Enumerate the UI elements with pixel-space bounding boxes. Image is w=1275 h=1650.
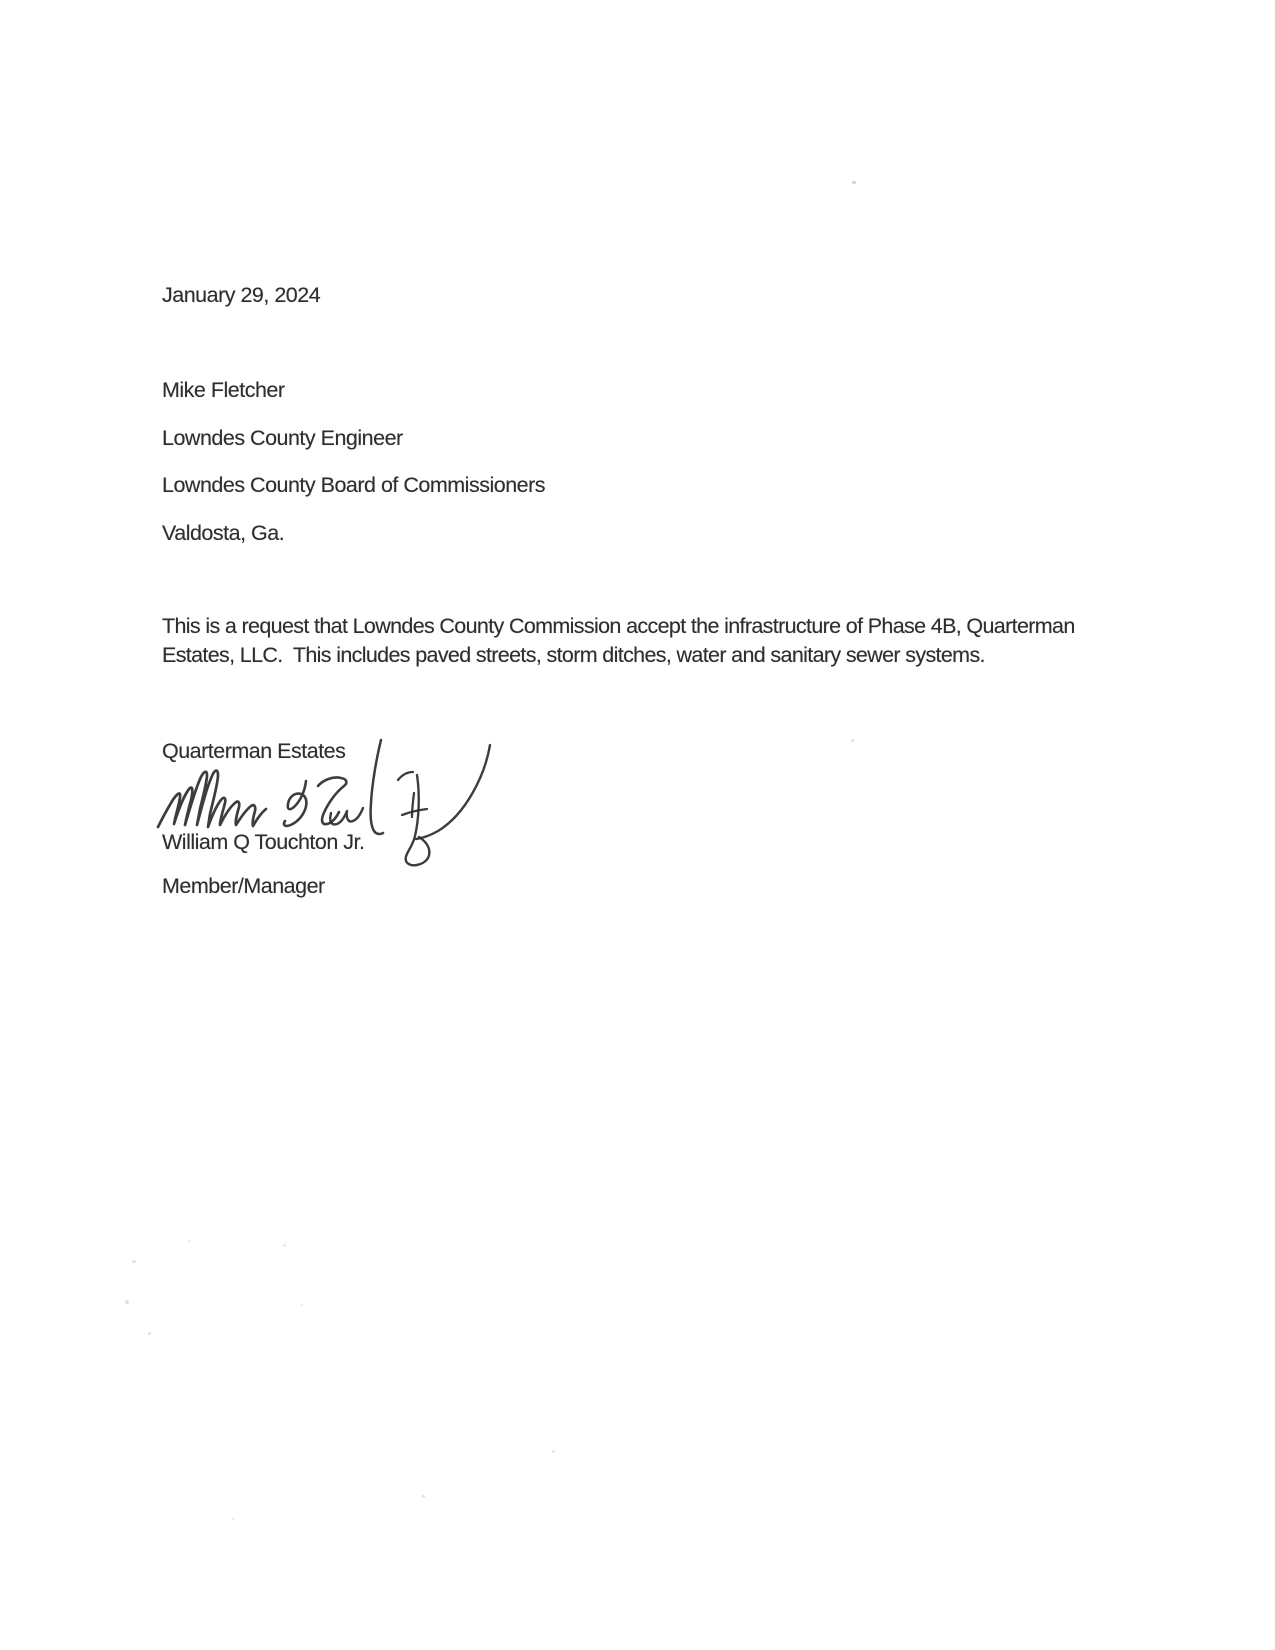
scan-speck (852, 181, 856, 184)
signature-company-line: Quarterman Estates (162, 739, 346, 763)
scan-speck (132, 1260, 136, 1263)
signer-title-line: Member/Manager (162, 874, 325, 898)
scan-speck (283, 1244, 286, 1247)
body-paragraph-line-1: This is a request that Lowndes County Commission accept the infrastructure of Phase 4B, Quarterman (162, 614, 1075, 638)
scan-speck (125, 1300, 129, 1304)
scan-speck (148, 1332, 151, 1335)
signer-name-line: William Q Touchton Jr. (162, 830, 365, 854)
scan-speck (300, 1304, 303, 1306)
scan-speck (188, 1240, 191, 1242)
scan-speck (851, 739, 854, 742)
scan-speck (232, 1518, 235, 1520)
scan-speck (422, 1495, 425, 1498)
scan-speck (552, 1450, 555, 1453)
recipient-name-line: Mike Fletcher (162, 378, 285, 402)
date-line: January 29, 2024 (162, 283, 321, 307)
recipient-title-line: Lowndes County Engineer (162, 426, 403, 450)
body-paragraph-line-2: Estates, LLC. This includes paved streets, storm ditches, water and sanitary sewer systems. (162, 643, 985, 667)
recipient-city-line: Valdosta, Ga. (162, 521, 285, 545)
recipient-org-line: Lowndes County Board of Commissioners (162, 473, 546, 497)
